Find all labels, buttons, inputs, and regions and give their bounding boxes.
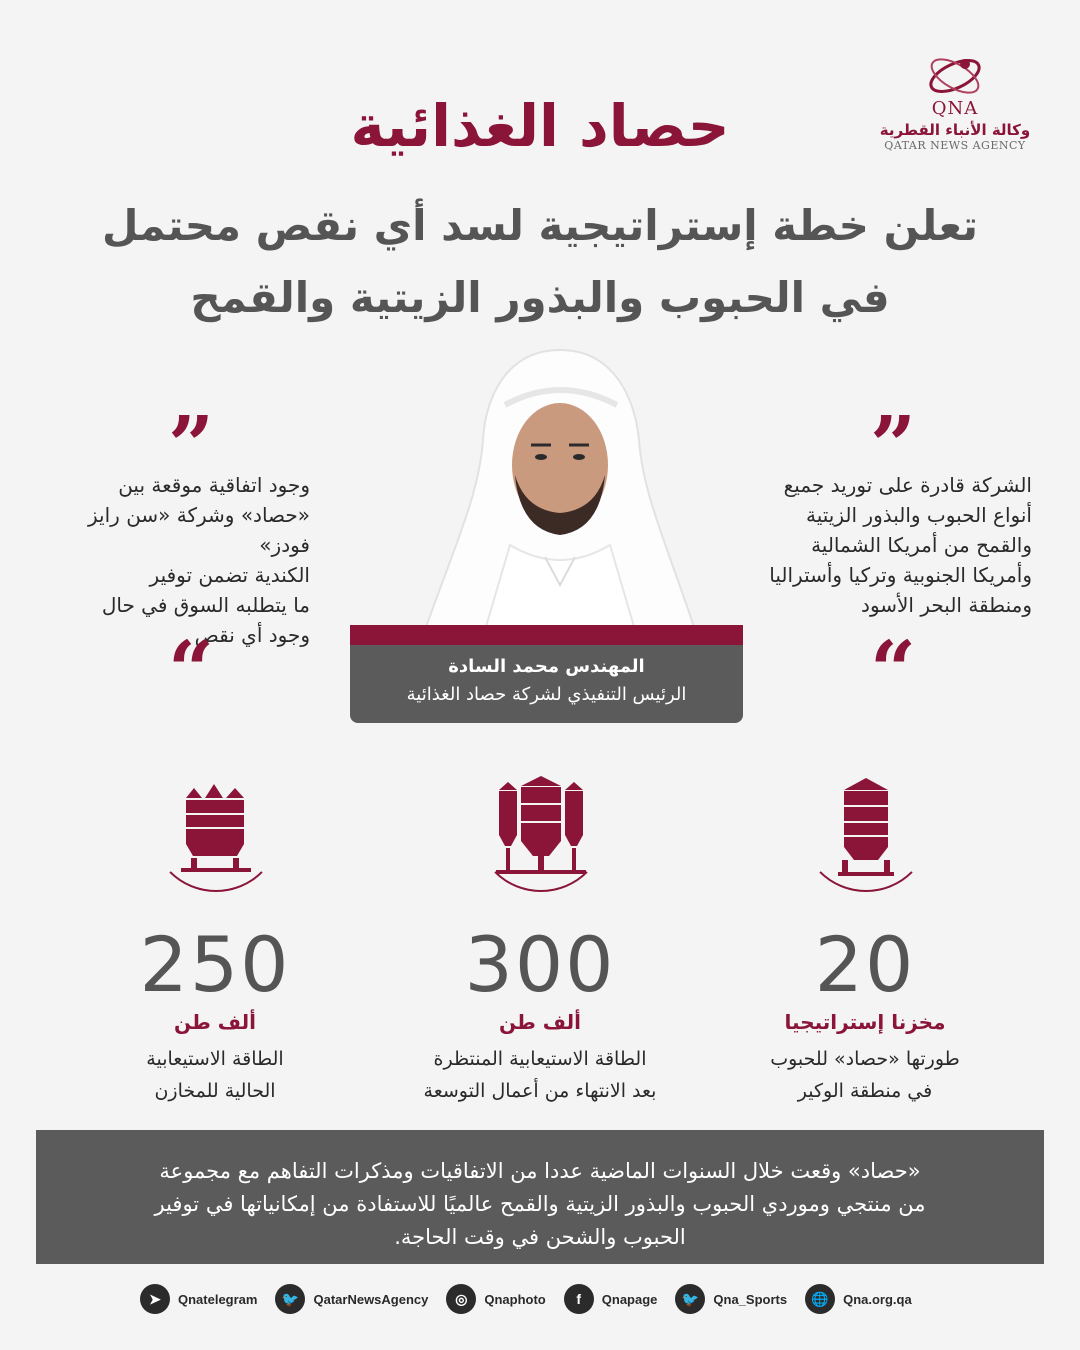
subtitle-line-1: تعلن خطة إستراتيجية لسد أي نقص محتمل [102,201,978,250]
social-label: Qnaphoto [484,1291,546,1307]
page-subtitle [60,190,1020,334]
twitter-icon: 🐦 [275,1284,305,1314]
quote-right-line: الشركة قادرة على توريد جميع [783,473,1032,497]
summary-line: الحبوب والشحن في وقت الحاجة. [394,1225,686,1249]
social-links [140,1283,940,1315]
instagram-icon: ◎ [446,1284,476,1314]
summary-line: من منتجي وموردي الحبوب والبذور الزيتية والقمح عالميًا للاستفادة من إمكانياتها في توفير [154,1192,926,1216]
person-portrait [395,345,725,630]
person-name-card [350,625,743,723]
social-link-telegram[interactable] [140,1284,257,1314]
social-link-instagram[interactable] [446,1284,545,1314]
globe-icon: 🌐 [805,1284,835,1314]
stat-icon-circle [475,760,607,892]
summary-line: «حصاد» وقعت خلال السنوات الماضية عددا من الاتفاقيات ومذكرات التفاهم مع مجموعة [159,1159,921,1183]
logo-arabic-text: وكالة الأنباء القطرية [879,121,1031,139]
social-link-twitter[interactable] [275,1284,428,1314]
stat-unit: مخزنا إستراتيجيا [784,1010,946,1034]
social-link-website[interactable] [805,1284,912,1314]
triple-silo-icon [496,776,586,876]
stat-icon-circle [150,760,282,892]
social-label: Qna.org.qa [843,1291,912,1307]
person-role: الرئيس التنفيذي لشركة حصاد الغذائية [406,684,687,705]
page-title: حصاد الغذائية [350,92,730,160]
telegram-icon: ➤ [140,1284,170,1314]
summary-box [36,1130,1044,1264]
open-quote-icon: “ [168,623,215,717]
facebook-icon: f [564,1284,594,1314]
quote-right-line: وأمريكا الجنوبية وتركيا وأستراليا [769,563,1032,587]
social-label: Qnapage [601,1291,658,1307]
qna-logo [870,50,1040,165]
social-label: Qnatelegram [178,1291,258,1307]
twitter-icon: 🐦 [675,1284,705,1314]
close-quote-icon: ” [168,398,215,492]
close-quote-icon: ” [870,398,917,492]
logo-qna-text: QNA [931,98,979,119]
logo-english-text: QATAR NEWS AGENCY [884,139,1026,152]
stat-description [375,1043,705,1107]
quote-left-line: وجود اتفاقية موقعة بين [118,473,310,497]
social-link-facebook[interactable] [564,1284,658,1314]
quote-left-line: «حصاد» وشركة «سن رايز فودز» [88,503,310,557]
quote-left-line: ما يتطلبه السوق في حال [101,593,310,617]
qna-emblem-icon [925,50,985,102]
stat-description-line: الطاقة الاستيعابية المنتظرة [433,1048,647,1070]
quote-right-line: والقمح من أمريكا الشمالية [811,533,1032,557]
quote-right-line: أنواع الحبوب والبذور الزيتية [806,503,1032,527]
social-label: QatarNewsAgency [313,1291,429,1307]
stat-number: 300 [464,920,616,1009]
subtitle-line-2: في الحبوب والبذور الزيتية والقمح [190,273,890,322]
stat-description-line: بعد الانتهاء من أعمال التوسعة [423,1080,657,1102]
quote-left-line: وجود أي نقص [194,623,310,647]
stat-icon-circle [800,760,932,892]
person-name: المهندس محمد السادة [448,656,645,677]
stat-number: 20 [814,920,916,1009]
stat-description-line: الطاقة الاستيعابية [146,1048,284,1070]
stat-description [70,1043,360,1107]
quote-right [740,470,1032,620]
stat-description-line: طورتها «حصاد» للحبوب [770,1048,960,1070]
social-label: Qna_Sports [713,1291,788,1307]
stat-description-line: الحالية للمخازن [154,1080,276,1102]
stat-description [715,1043,1015,1107]
stat-number: 250 [139,920,291,1009]
stat-unit: ألف طن [174,1010,256,1034]
quote-right-line: ومنطقة البحر الأسود [861,593,1032,617]
single-silo-icon [838,776,894,876]
open-quote-icon: “ [870,623,917,717]
quote-left-line: الكندية تضمن توفير [149,563,310,587]
twin-silo-icon [181,780,251,872]
stat-description-line: في منطقة الوكير [797,1080,933,1102]
stat-unit: ألف طن [499,1010,581,1034]
social-link-twitter-sports[interactable] [675,1284,787,1314]
